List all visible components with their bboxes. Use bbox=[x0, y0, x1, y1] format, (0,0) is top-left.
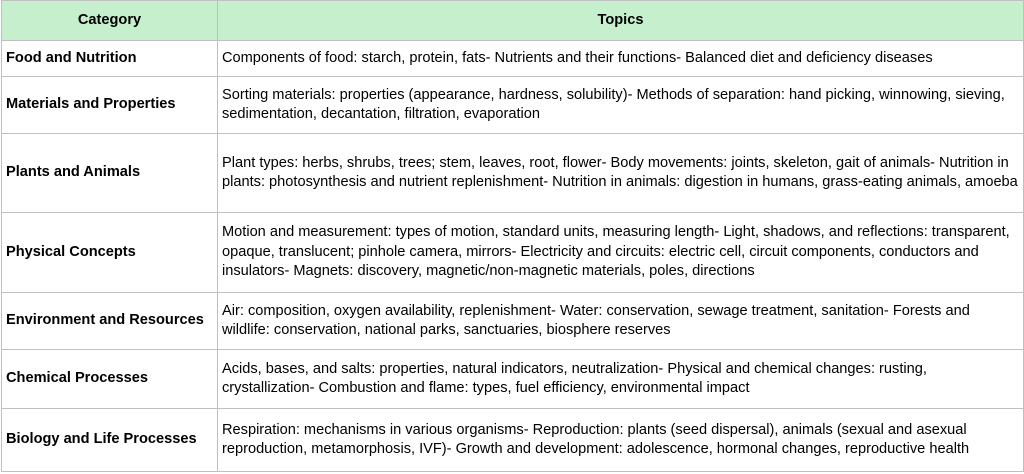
category-cell: Biology and Life Processes bbox=[2, 409, 218, 472]
table-row bbox=[2, 134, 1024, 213]
category-cell: Environment and Resources bbox=[2, 293, 218, 350]
topics-cell: Sorting materials: properties (appearance, hardness, solubility)- Methods of separation: hand picking, winnowing, sieving, sedimentation, decantation, filtration, evaporation bbox=[218, 77, 1024, 134]
table-row bbox=[2, 293, 1024, 350]
category-cell: Food and Nutrition bbox=[2, 41, 218, 77]
category-cell: Chemical Processes bbox=[2, 350, 218, 409]
category-cell: Materials and Properties bbox=[2, 77, 218, 134]
table-row bbox=[2, 77, 1024, 134]
table-row bbox=[2, 409, 1024, 472]
category-cell: Physical Concepts bbox=[2, 213, 218, 293]
table-row bbox=[2, 213, 1024, 293]
topics-cell: Air: composition, oxygen availability, replenishment- Water: conservation, sewage treatment, sanitation- Forests and wildlife: conservation, national parks, sanctuaries, biosphere reserves bbox=[218, 293, 1024, 350]
topics-cell: Plant types: herbs, shrubs, trees; stem, leaves, root, flower- Body movements: joints, skeleton, gait of animals- Nutrition in plants: photosynthesis and nutrient replenishment- Nutrition in animals: digestion in humans, grass-eating animals, amoeba bbox=[218, 134, 1024, 213]
topics-cell: Motion and measurement: types of motion, standard units, measuring length- Light, shadows, and reflections: transparent, opaque, translucent; pinhole camera, mirrors- Electricity and circuits: electric cell, circuit components, conductors and insulators- Magnets: discovery, magnetic/non-magnetic materials, poles, directions bbox=[218, 213, 1024, 293]
table-row bbox=[2, 41, 1024, 77]
category-column-header: Category bbox=[2, 1, 218, 41]
topics-cell: Respiration: mechanisms in various organisms- Reproduction: plants (seed dispersal), animals (sexual and asexual reproduction, metamorphosis, IVF)- Growth and development: adolescence, hormonal changes, reproductive health bbox=[218, 409, 1024, 472]
topics-column-header: Topics bbox=[218, 1, 1024, 41]
topics-cell: Components of food: starch, protein, fats- Nutrients and their functions- Balanced diet and deficiency diseases bbox=[218, 41, 1024, 77]
header-row bbox=[2, 1, 1024, 41]
topics-table bbox=[1, 0, 1024, 472]
table-row bbox=[2, 350, 1024, 409]
category-cell: Plants and Animals bbox=[2, 134, 218, 213]
topics-cell: Acids, bases, and salts: properties, natural indicators, neutralization- Physical and chemical changes: rusting, crystallization- Combustion and flame: types, fuel efficiency, environmental impact bbox=[218, 350, 1024, 409]
